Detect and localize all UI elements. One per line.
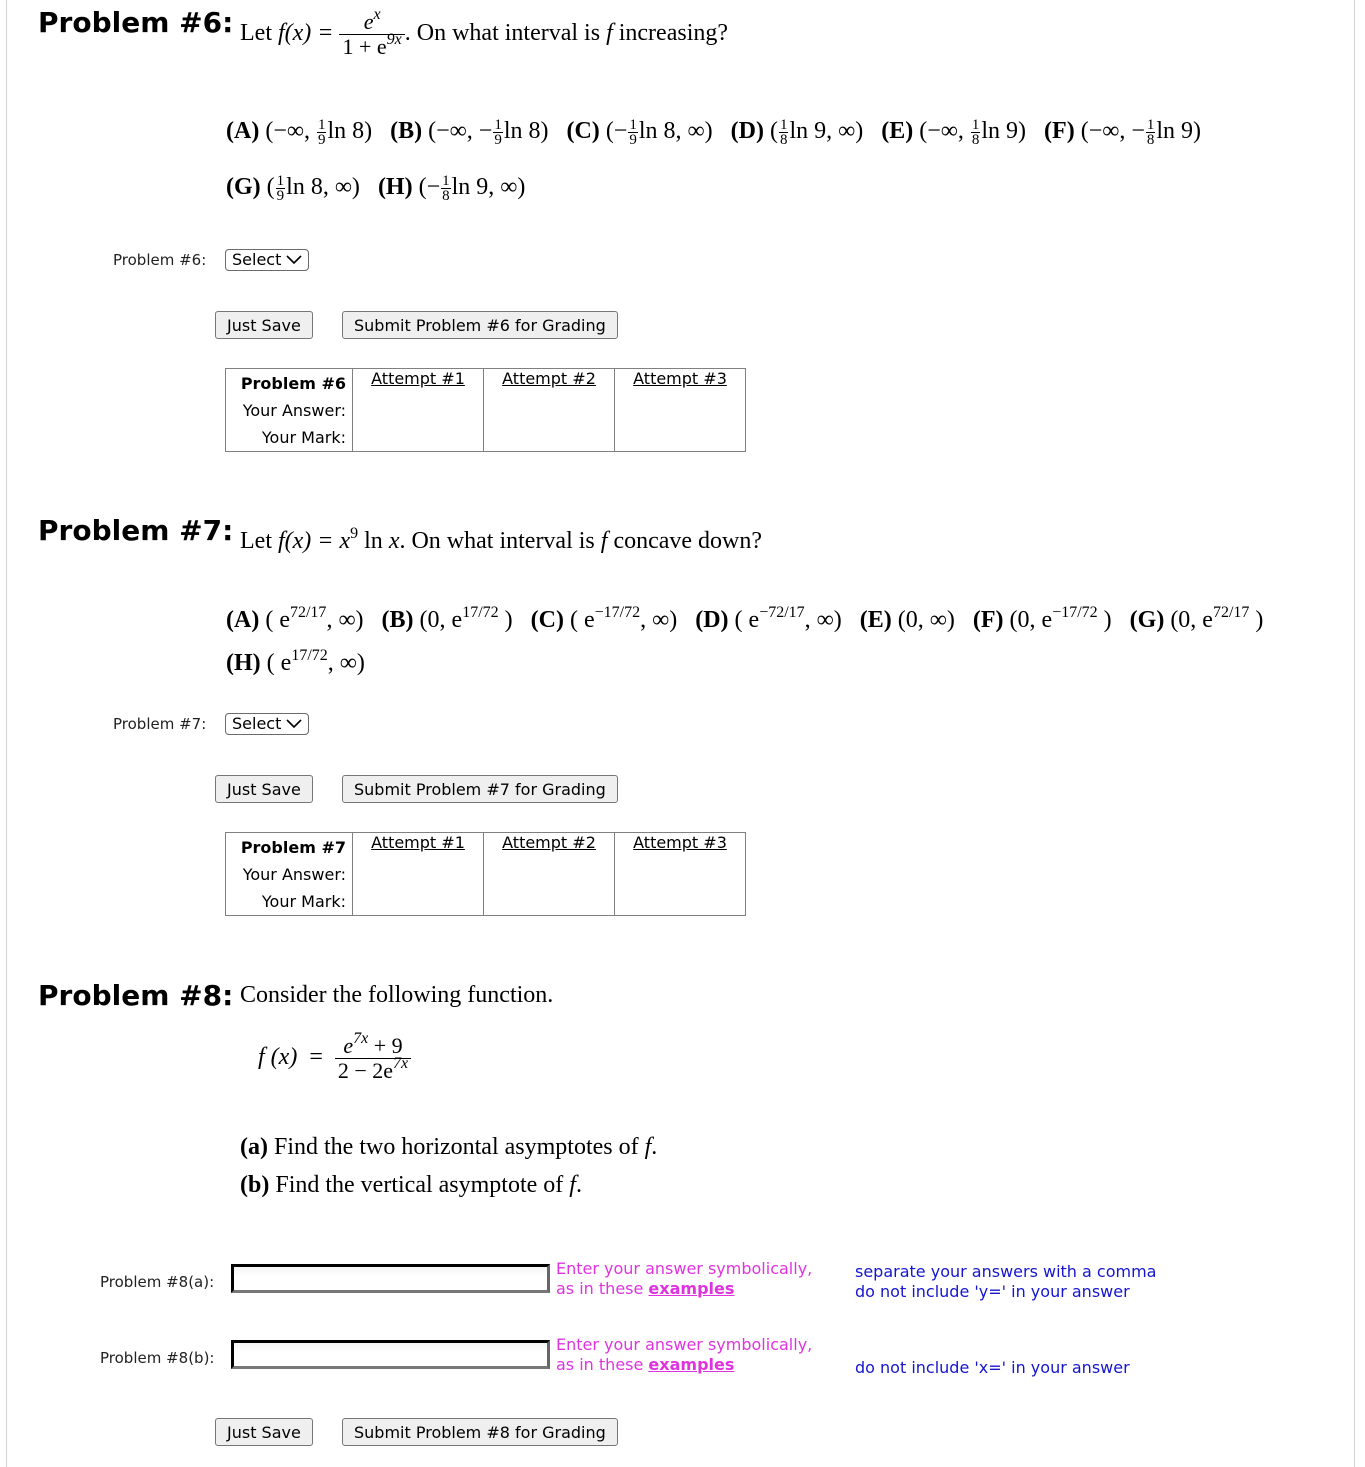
select-value: Select [232,714,282,733]
examples-link[interactable]: examples [648,1279,735,1298]
function-symbol: f [600,528,608,554]
problem-6-submit-button[interactable]: Submit Problem #6 for Grading [342,311,618,339]
attempt-1-link[interactable]: Attempt #1 [371,369,465,388]
question-text: . On what interval is [404,20,607,47]
period: . [651,1134,658,1160]
choice-a: (A) ( $e^{72/17}$, ∞) [226,604,364,633]
question-text: Let [240,528,278,554]
choice-a: (A) (−∞, $\frac{1}{9}$ ln 8) [226,117,373,148]
equals-sign: = [309,1044,323,1071]
note-line: separate your answers with a comma [855,1262,1157,1281]
attempt-2-link[interactable]: Attempt #2 [502,369,596,388]
your-mark-label: Your Mark: [226,424,353,452]
function-name: f(x) = [277,20,334,47]
attempt-1-column [353,833,484,916]
problem-6-title: Problem #6: [38,6,234,39]
chevron-down-icon [286,719,302,729]
table-header: Problem #6 [226,369,353,398]
choice-g: (G) (0, $e^{72/17}$ ) [1129,604,1264,633]
choice-d: (D) ( $e^{-72/17}$, ∞) [695,604,842,633]
choice-b: (B) (−∞, − $\frac{1}{9}$ ln 8) [390,117,549,148]
choice-f: (F) (0, $e^{-17/72}$ ) [972,604,1112,633]
page-frame [6,0,1355,1467]
choice-f: (F) (−∞, − $\frac{1}{8}$ ln 9) [1044,117,1202,148]
problem-8-part-a [240,1134,657,1161]
problem-6-choices-row1 [226,118,1201,147]
hint-line: Enter your answer symbolically, [556,1259,813,1278]
hint-line: as in these [556,1355,649,1374]
fraction [339,6,404,59]
choice-h: (H) ( $e^{17/72}$, ∞) [226,647,365,676]
denominator-exponent: 7x [393,1055,409,1072]
your-answer-label: Your Answer: [226,397,353,424]
problem-8-title: Problem #8: [38,979,234,1012]
problem-7-attempts-table [225,832,746,916]
problem-7-submit-button[interactable]: Submit Problem #7 for Grading [342,775,618,803]
problem-8a-label: Problem #8(a): [100,1273,215,1291]
problem-8-function [258,1030,411,1083]
problem-6-attempts-table [225,368,746,452]
question-text: concave down? [607,528,763,554]
problem-8b-note: do not include 'x=' in your answer [855,1358,1130,1377]
part-letter: (a) [240,1134,268,1160]
problem-6-just-save-button[interactable]: Just Save [215,311,313,339]
function-symbol: f [606,20,613,47]
chevron-down-icon [286,255,302,265]
choice-h: (H) (− $\frac{1}{8}$ ln 9, ∞) [377,173,526,204]
fraction [335,1030,411,1083]
attempt-2-column [484,833,615,916]
numerator-exponent: 7x [353,1030,369,1047]
part-letter: (b) [240,1172,270,1198]
attempt-3-column [615,833,746,916]
attempt-2-link[interactable]: Attempt #2 [502,833,596,852]
choice-e: (E) (−∞, $\frac{1}{8}$ ln 9) [881,117,1027,148]
numerator-constant: + 9 [368,1033,403,1058]
problem-8b-hint [556,1335,812,1375]
function-symbol: f [569,1172,576,1198]
question-text: ln [358,528,389,554]
problem-8b-answer-input[interactable] [231,1340,550,1369]
problem-7-question [240,525,763,555]
hint-line: as in these [556,1279,649,1298]
variable: x [388,528,400,554]
exponent: 9 [350,525,359,542]
numerator-exponent: x [373,6,381,23]
problem-7-choices-row2 [226,647,365,677]
problem-8-just-save-button[interactable]: Just Save [215,1418,313,1446]
problem-8-intro: Consider the following function. [240,982,554,1008]
denominator: 1 + e [342,34,387,59]
attempt-2-column [484,369,615,452]
table-header: Problem #7 [226,833,353,862]
problem-8-part-b [240,1172,582,1199]
problem-8-submit-button[interactable]: Submit Problem #8 for Grading [342,1418,618,1446]
numerator: e [343,1033,354,1058]
choice-b: (B) (0, $e^{17/72}$ ) [381,604,513,633]
part-text: Find the two horizontal asymptotes of [267,1134,645,1160]
numerator: e [363,9,374,34]
problem-7-answer-select[interactable] [225,713,309,735]
choice-g: (G) ( $\frac{1}{9}$ ln 8, ∞) [226,173,360,204]
problem-7-choices-row1 [226,604,1264,634]
part-text: Find the vertical asymptote of [269,1172,570,1198]
note-line: do not include 'y=' in your answer [855,1282,1130,1301]
problem-8b-label: Problem #8(b): [100,1349,215,1367]
examples-link[interactable]: examples [648,1355,735,1374]
attempt-3-link[interactable]: Attempt #3 [633,833,727,852]
period: . [575,1172,582,1198]
attempt-1-link[interactable]: Attempt #1 [371,833,465,852]
attempt-3-column [615,369,746,452]
function-name: f (x) [258,1044,298,1071]
denominator-exponent: 9x [386,31,402,48]
denominator: 2 − 2e [337,1058,394,1083]
problem-7-title: Problem #7: [38,514,234,547]
problem-6-question [240,6,729,59]
problem-8a-answer-input[interactable] [231,1264,550,1293]
choice-d: (D) ( $\frac{1}{8}$ ln 9, ∞) [730,117,864,148]
problem-6-answer-select[interactable] [225,249,309,271]
select-value: Select [232,250,282,269]
problem-7-just-save-button[interactable]: Just Save [215,775,313,803]
your-answer-label: Your Answer: [226,861,353,888]
question-text: Let [240,20,278,47]
question-text: increasing? [612,20,729,47]
function-expression: f(x) = x [277,528,351,554]
your-mark-label: Your Mark: [226,888,353,916]
problem-8a-hint [556,1259,812,1299]
problem-6-choices-row2 [226,174,525,203]
choice-c: (C) ( $e^{-17/72}$, ∞) [530,604,678,633]
hint-line: Enter your answer symbolically, [556,1335,813,1354]
problem-7-answer-label: Problem #7: [113,715,207,733]
problem-8a-note [855,1262,1156,1302]
choice-e: (E) (0, ∞) [859,607,955,633]
problem-6-answer-label: Problem #6: [113,251,207,269]
choice-c: (C) (− $\frac{1}{9}$ ln 8, ∞) [566,117,713,148]
function-symbol: f [644,1134,652,1160]
attempt-3-link[interactable]: Attempt #3 [633,369,727,388]
question-text: . On what interval is [399,528,601,554]
attempt-1-column [353,369,484,452]
